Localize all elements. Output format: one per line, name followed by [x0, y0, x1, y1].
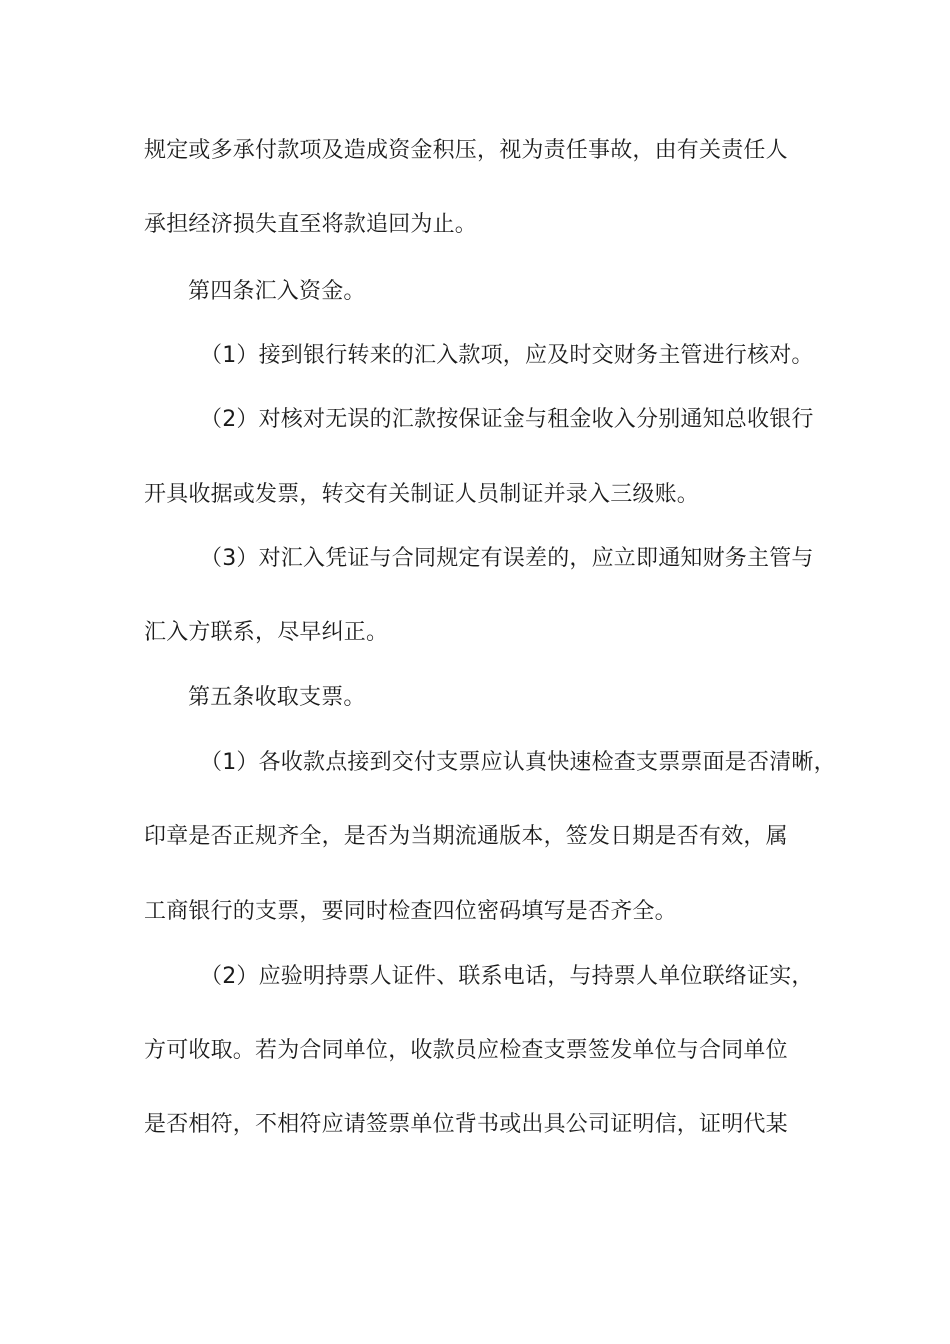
paragraph-line: （2）应验明持票人证件、联系电话，与持票人单位联络证实， [200, 964, 814, 989]
article-heading: 第五条收取支票。 [188, 685, 366, 710]
paragraph-line: 是否相符，不相符应请签票单位背书或出具公司证明信，证明代某 [144, 1112, 788, 1137]
paragraph-line: （2）对核对无误的汇款按保证金与租金收入分别通知总收银行 [200, 407, 814, 432]
paragraph-line: 工商银行的支票，要同时检查四位密码填写是否齐全。 [144, 899, 677, 924]
paragraph-line: 印章是否正规齐全，是否为当期流通版本，签发日期是否有效，属 [144, 824, 788, 849]
paragraph-line: （1）各收款点接到交付支票应认真快速检查支票票面是否清晰， [200, 750, 836, 775]
paragraph-line: 承担经济损失直至将款追回为止。 [144, 212, 478, 237]
paragraph-line: 开具收据或发票，转交有关制证人员制证并录入三级账。 [144, 482, 700, 507]
paragraph-line: （1）接到银行转来的汇入款项，应及时交财务主管进行核对。 [200, 343, 814, 368]
paragraph-line: 汇入方联系，尽早纠正。 [144, 620, 389, 645]
paragraph-line: （3）对汇入凭证与合同规定有误差的，应立即通知财务主管与 [200, 546, 814, 571]
paragraph-line: 规定或多承付款项及造成资金积压，视为责任事故，由有关责任人 [144, 138, 788, 163]
paragraph-line: 方可收取。若为合同单位，收款员应检查支票签发单位与合同单位 [144, 1038, 788, 1063]
article-heading: 第四条汇入资金。 [188, 279, 366, 304]
